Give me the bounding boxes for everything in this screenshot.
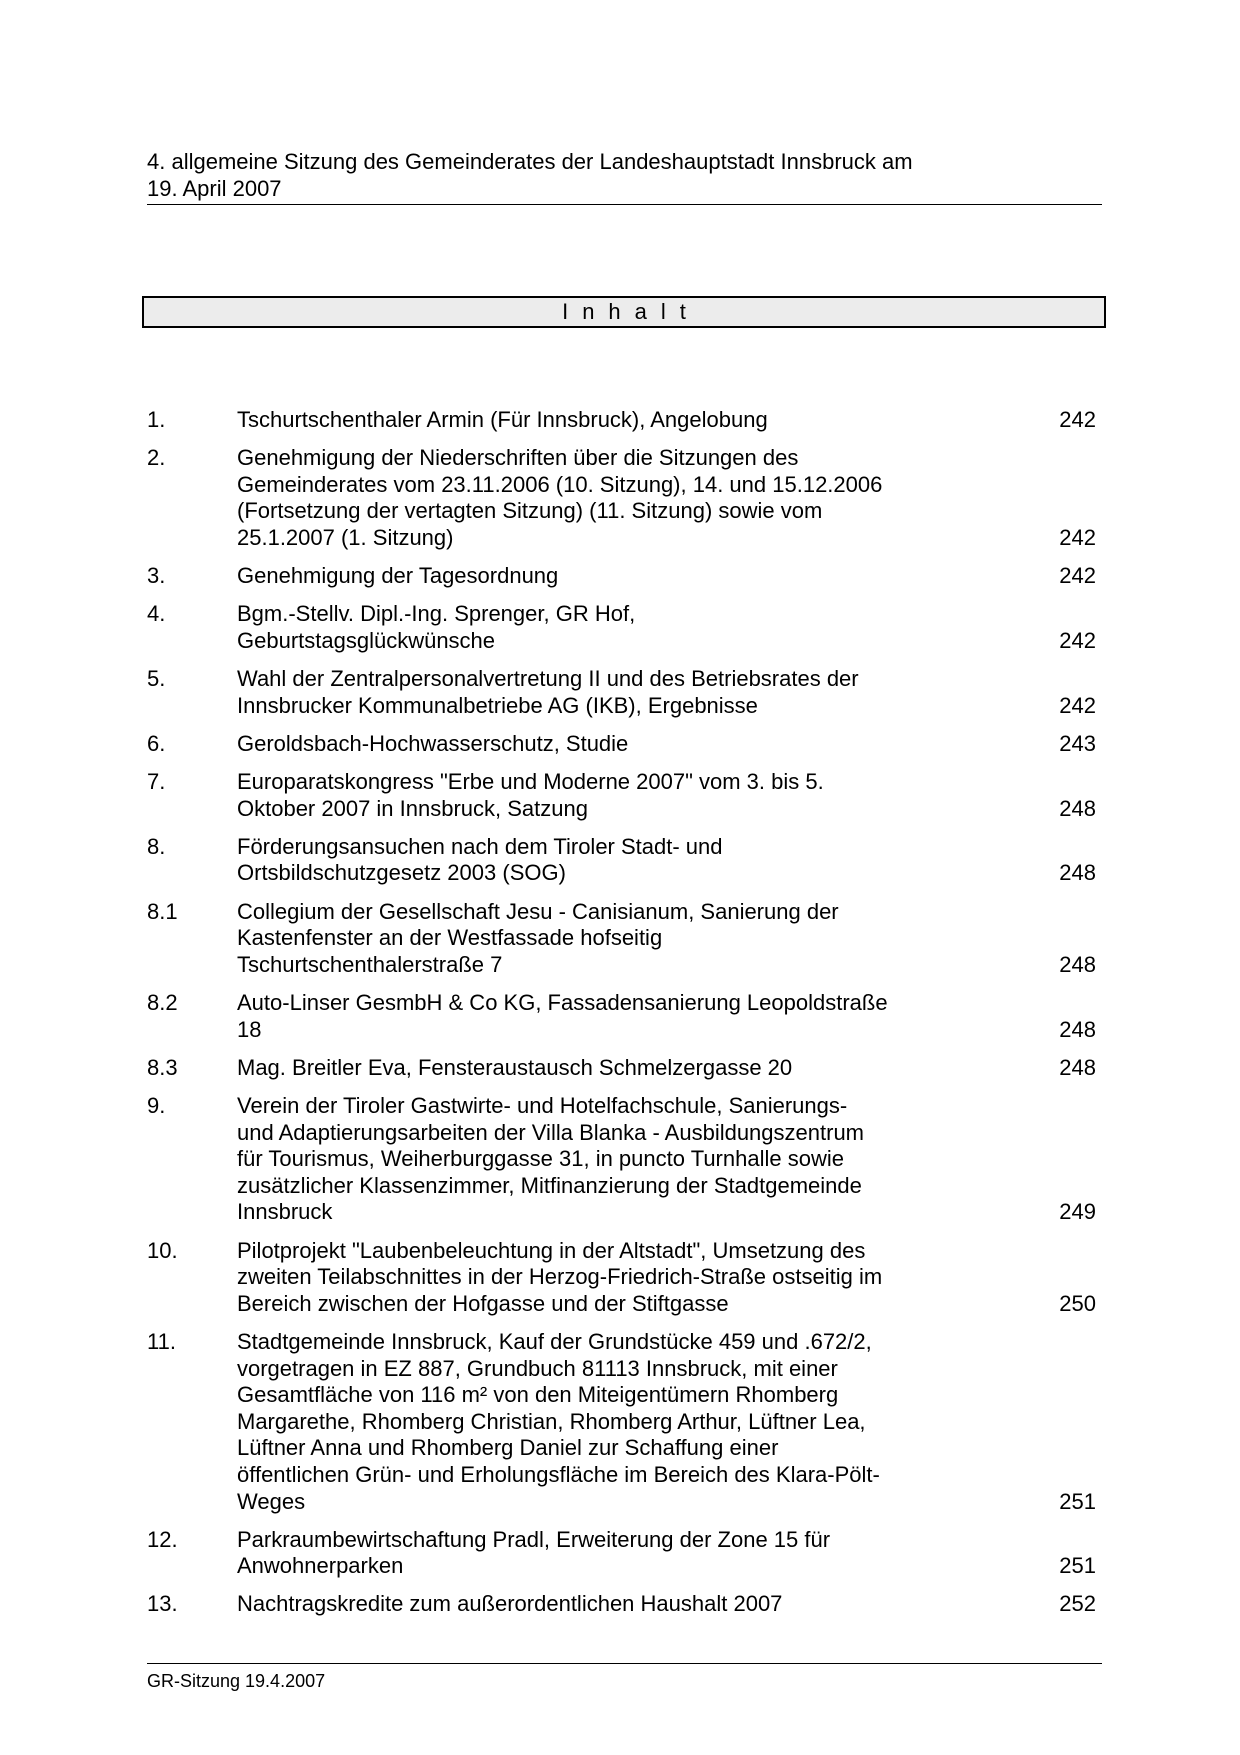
toc-entry-line: Ortsbildschutzgesetz 2003 (SOG) bbox=[237, 860, 566, 886]
toc-entry-title bbox=[237, 1238, 952, 1318]
toc-entry-number: 1. bbox=[147, 407, 166, 432]
page-footer bbox=[147, 1663, 1102, 1692]
toc-entry bbox=[147, 899, 1102, 979]
toc-entry-number: 8. bbox=[147, 833, 166, 859]
toc-entry-line: Gesamtfläche von 116 m² von den Miteigentümern Rhomberg bbox=[237, 1382, 839, 1408]
toc-entry-line: Geburtstagsglückwünsche bbox=[237, 627, 496, 653]
toc-entry-title bbox=[237, 1591, 952, 1618]
toc-entry bbox=[147, 1238, 1102, 1318]
toc-entry-line: Oktober 2007 in Innsbruck, Satzung bbox=[237, 795, 588, 821]
toc-entry-line: und Adaptierungsarbeiten der Villa Blanka - Ausbildungszentrum bbox=[237, 1119, 864, 1145]
toc-entry-line: Geroldsbach-Hochwasserschutz, Studie bbox=[237, 730, 629, 756]
toc-entry-title bbox=[237, 445, 952, 551]
toc-entry-line: Förderungsansuchen nach dem Tiroler Stadt- und bbox=[237, 833, 723, 859]
toc-entry-line: öffentlichen Grün- und Erholungsfläche im Bereich des Klara-Pölt- bbox=[237, 1461, 880, 1487]
toc-entry-title bbox=[237, 666, 952, 719]
header-line-2: 19. April 2007 bbox=[147, 176, 282, 201]
toc-entry-page: 248 bbox=[1059, 1054, 1096, 1080]
toc-entry-title bbox=[237, 407, 952, 434]
toc-entry-line: zusätzlicher Klassenzimmer, Mitfinanzierung der Stadtgemeinde bbox=[237, 1172, 862, 1198]
table-of-contents bbox=[147, 407, 1102, 1630]
toc-entry-line: 25.1.2007 (1. Sitzung) bbox=[237, 524, 454, 550]
toc-entry-line: Innsbrucker Kommunalbetriebe AG (IKB), Ergebnisse bbox=[237, 692, 758, 718]
toc-entry-title bbox=[237, 731, 952, 758]
toc-entry-line: Genehmigung der Niederschriften über die Sitzungen des bbox=[237, 445, 799, 471]
toc-entry-line: Tschurtschenthalerstraße 7 bbox=[237, 951, 503, 977]
toc-entry-line: Verein der Tiroler Gastwirte- und Hotelfachschule, Sanierungs- bbox=[237, 1093, 848, 1118]
toc-entry-page: 242 bbox=[1059, 524, 1096, 550]
toc-entry bbox=[147, 666, 1102, 719]
toc-entry-number: 4. bbox=[147, 601, 166, 627]
toc-entry-page: 242 bbox=[1059, 407, 1096, 432]
toc-entry-title bbox=[237, 1093, 952, 1226]
toc-entry-line: Genehmigung der Tagesordnung bbox=[237, 563, 559, 589]
toc-entry-number: 8.2 bbox=[147, 990, 178, 1016]
toc-entry-page: 242 bbox=[1059, 627, 1096, 653]
toc-entry-line: Wahl der Zentralpersonalvertretung II und des Betriebsrates der bbox=[237, 666, 859, 692]
header-line-1: 4. allgemeine Sitzung des Gemeinderates der Landeshauptstadt Innsbruck am bbox=[147, 149, 913, 174]
toc-entry-number: 6. bbox=[147, 730, 166, 756]
toc-entry-line: Mag. Breitler Eva, Fensteraustausch Schmelzergasse 20 bbox=[237, 1054, 793, 1080]
toc-entry-number: 8.3 bbox=[147, 1054, 178, 1080]
toc-entry-page: 248 bbox=[1059, 1016, 1096, 1042]
toc-entry-page: 243 bbox=[1059, 730, 1096, 756]
toc-entry bbox=[147, 407, 1102, 434]
toc-entry bbox=[147, 769, 1102, 822]
toc-entry-number: 3. bbox=[147, 563, 166, 589]
toc-entry-line: Europaratskongress "Erbe und Moderne 2007" vom 3. bis 5. bbox=[237, 769, 824, 795]
toc-entry bbox=[147, 563, 1102, 590]
toc-entry-title bbox=[237, 1527, 952, 1580]
toc-entry-page: 248 bbox=[1059, 860, 1096, 886]
toc-entry-line: Margarethe, Rhomberg Christian, Rhomberg Arthur, Lüftner Lea, bbox=[237, 1408, 866, 1434]
toc-entry bbox=[147, 1527, 1102, 1580]
toc-entry-number: 2. bbox=[147, 445, 166, 471]
toc-entry-line: Tschurtschenthaler Armin (Für Innsbruck), Angelobung bbox=[237, 407, 768, 432]
toc-entry bbox=[147, 445, 1102, 551]
toc-entry-title bbox=[237, 834, 952, 887]
toc-entry-line: Stadtgemeinde Innsbruck, Kauf der Grundstücke 459 und .672/2, bbox=[237, 1328, 872, 1354]
toc-entry-page: 248 bbox=[1059, 951, 1096, 977]
toc-entry bbox=[147, 731, 1102, 758]
toc-entry-line: (Fortsetzung der vertagten Sitzung) (11. Sitzung) sowie vom bbox=[237, 498, 823, 524]
toc-entry-line: zweiten Teilabschnittes in der Herzog-Friedrich-Straße ostseitig im bbox=[237, 1264, 883, 1290]
toc-entry-page: 252 bbox=[1059, 1591, 1096, 1617]
toc-entry-title bbox=[237, 1329, 952, 1515]
toc-entry-line: Weges bbox=[237, 1488, 306, 1514]
toc-entry bbox=[147, 1093, 1102, 1226]
toc-entry-line: Lüftner Anna und Rhomberg Daniel zur Schaffung einer bbox=[237, 1435, 779, 1461]
footer-text: GR-Sitzung 19.4.2007 bbox=[147, 1671, 326, 1691]
toc-entry bbox=[147, 601, 1102, 654]
toc-entry-title bbox=[237, 769, 952, 822]
toc-entry-line: Gemeinderates vom 23.11.2006 (10. Sitzung), 14. und 15.12.2006 bbox=[237, 471, 883, 497]
toc-entry-number: 12. bbox=[147, 1526, 178, 1552]
toc-entry bbox=[147, 1055, 1102, 1082]
toc-entry-line: Auto-Linser GesmbH & Co KG, Fassadensanierung Leopoldstraße bbox=[237, 990, 888, 1016]
document-header bbox=[147, 148, 1102, 205]
toc-entry-page: 251 bbox=[1059, 1488, 1096, 1514]
toc-entry-number: 10. bbox=[147, 1237, 178, 1263]
toc-entry bbox=[147, 990, 1102, 1043]
toc-entry-number: 9. bbox=[147, 1093, 166, 1118]
toc-entry-page: 251 bbox=[1059, 1553, 1096, 1579]
toc-entry-page: 242 bbox=[1059, 563, 1096, 589]
toc-entry-line: Bgm.-Stellv. Dipl.-Ing. Sprenger, GR Hof, bbox=[237, 601, 636, 627]
toc-entry-line: Anwohnerparken bbox=[237, 1553, 404, 1579]
toc-entry-page: 249 bbox=[1059, 1199, 1096, 1225]
toc-entry-number: 8.1 bbox=[147, 898, 178, 924]
toc-entry bbox=[147, 834, 1102, 887]
toc-entry-line: Innsbruck bbox=[237, 1199, 333, 1225]
toc-entry-page: 248 bbox=[1059, 795, 1096, 821]
toc-entry-line: für Tourismus, Weiherburggasse 31, in puncto Turnhalle sowie bbox=[237, 1146, 844, 1172]
toc-entry-line: Pilotprojekt "Laubenbeleuchtung in der Altstadt", Umsetzung des bbox=[237, 1237, 866, 1263]
toc-entry bbox=[147, 1329, 1102, 1515]
toc-entry bbox=[147, 1591, 1102, 1618]
toc-entry-page: 242 bbox=[1059, 692, 1096, 718]
toc-entry-number: 13. bbox=[147, 1591, 178, 1617]
toc-entry-page: 250 bbox=[1059, 1290, 1096, 1316]
toc-entry-line: Nachtragskredite zum außerordentlichen Haushalt 2007 bbox=[237, 1591, 783, 1617]
toc-entry-number: 11. bbox=[147, 1328, 176, 1354]
toc-entry-title bbox=[237, 899, 952, 979]
toc-entry-number: 7. bbox=[147, 769, 166, 795]
table-of-contents-title: Inhalt bbox=[142, 296, 1106, 328]
toc-entry-line: Collegium der Gesellschaft Jesu - Canisianum, Sanierung der bbox=[237, 898, 839, 924]
toc-entry-title bbox=[237, 990, 952, 1043]
toc-entry-title bbox=[237, 563, 952, 590]
toc-entry-number: 5. bbox=[147, 666, 166, 692]
toc-entry-line: Kastenfenster an der Westfassade hofseitig bbox=[237, 925, 663, 951]
toc-entry-line: Parkraumbewirtschaftung Pradl, Erweiterung der Zone 15 für bbox=[237, 1526, 831, 1552]
toc-entry-title bbox=[237, 601, 952, 654]
toc-entry-line: vorgetragen in EZ 887, Grundbuch 81113 Innsbruck, mit einer bbox=[237, 1355, 838, 1381]
toc-entry-title bbox=[237, 1055, 952, 1082]
toc-entry-line: Bereich zwischen der Hofgasse und der Stiftgasse bbox=[237, 1290, 729, 1316]
toc-entry-line: 18 bbox=[237, 1016, 262, 1042]
